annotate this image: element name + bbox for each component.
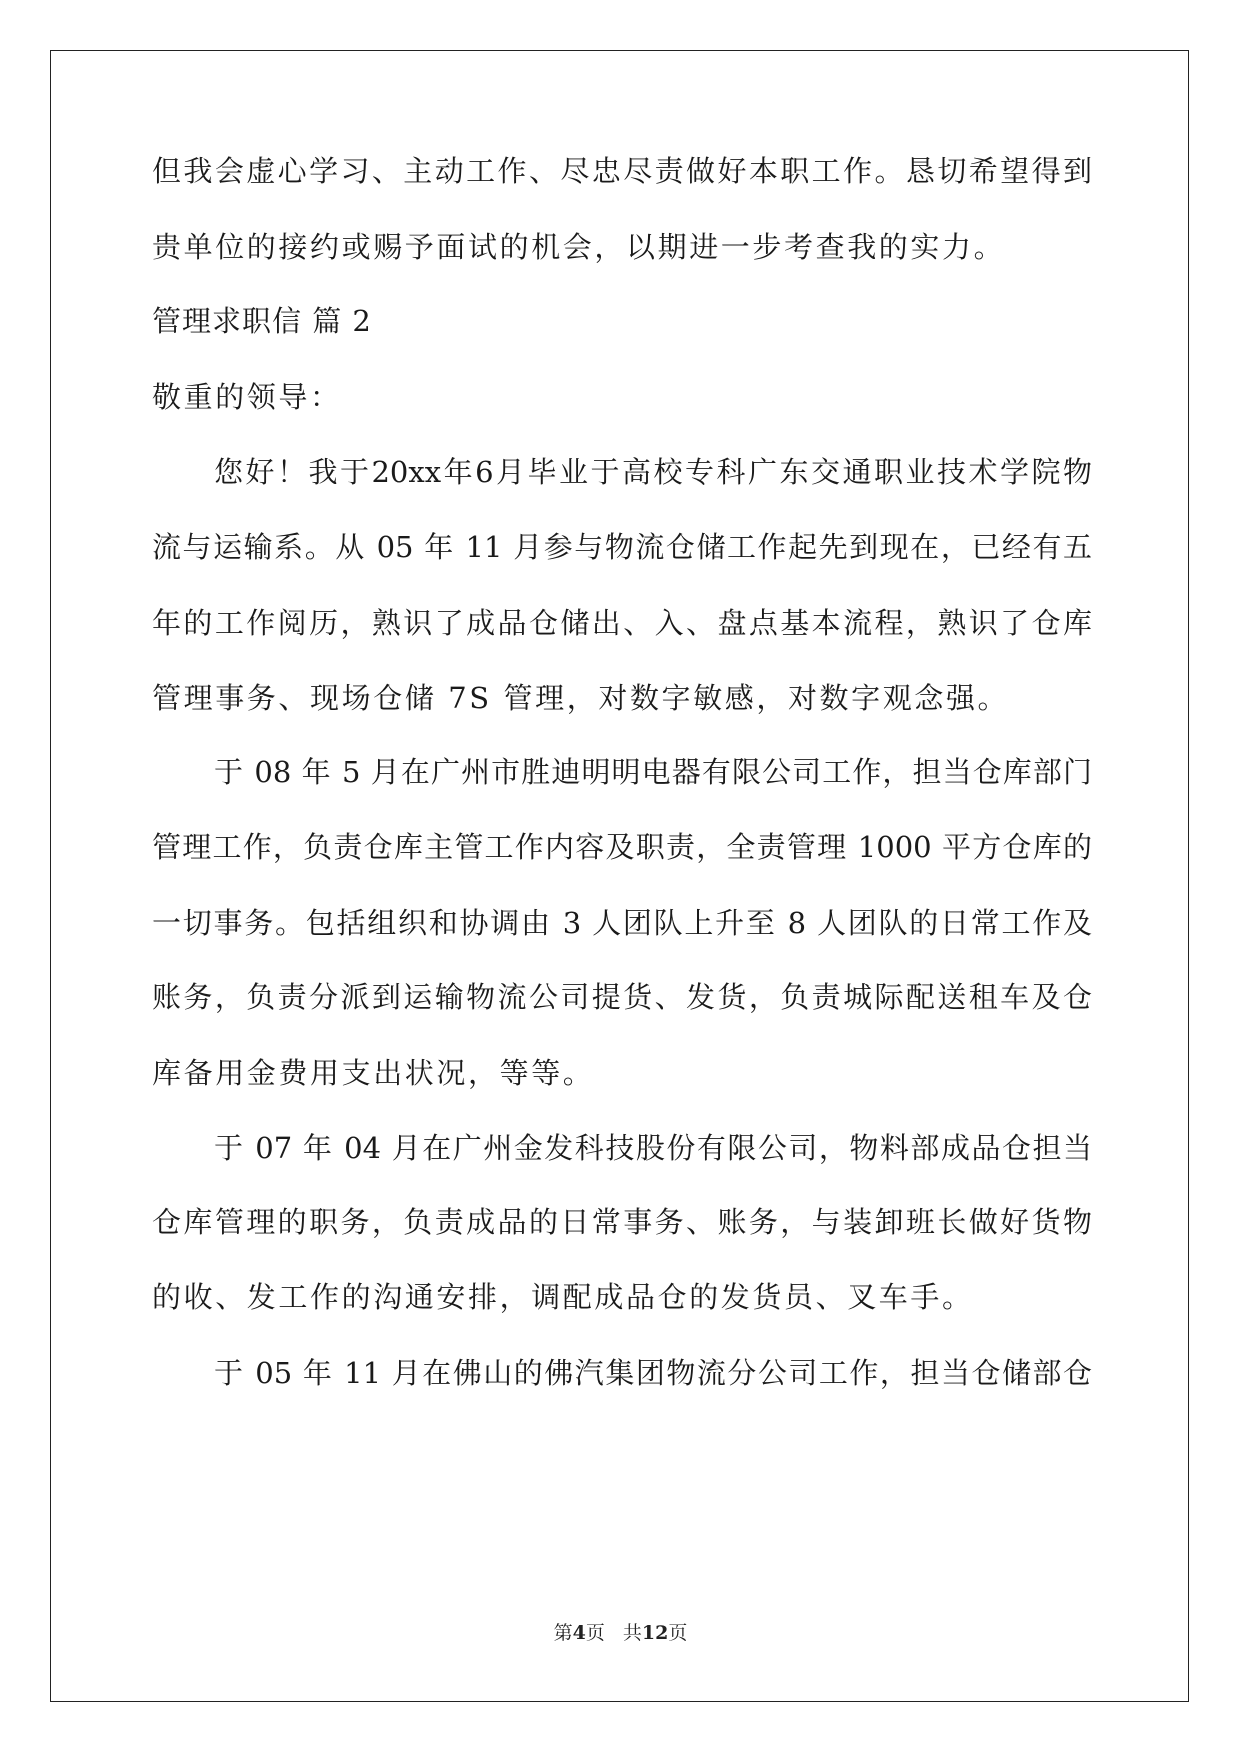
text-line: 仓库管理的职务，负责成品的日常事务、账务，与装卸班长做好货物	[152, 1205, 1092, 1239]
text-line: 流与运输系。从 05 年 11 月参与物流仓储工作起先到现在，已经有五	[152, 530, 1092, 564]
text-line: 但我会虚心学习、主动工作、尽忠尽责做好本职工作。恳切希望得到	[152, 154, 1092, 188]
text-line: 管理工作，负责仓库主管工作内容及职责，全责管理 1000 平方仓库的	[152, 830, 1092, 864]
text-line: 年的工作阅历，熟识了成品仓储出、入、盘点基本流程，熟识了仓库	[152, 606, 1092, 640]
footer-page-current: 4	[572, 1622, 586, 1644]
text-line: 您好！我于20xx年6月毕业于高校专科广东交通职业技术学院物	[214, 455, 1092, 489]
footer-page-total: 12	[641, 1622, 669, 1644]
footer-page-suffix: 页	[585, 1622, 605, 1644]
text-line: 账务，负责分派到运输物流公司提货、发货，负责城际配送租车及仓	[152, 980, 1092, 1014]
text-line: 于 07 年 04 月在广州金发科技股份有限公司，物料部成品仓担当	[214, 1131, 1092, 1165]
text-line: 贵单位的接约或赐予面试的机会，以期进一步考查我的实力。	[152, 230, 1006, 264]
text-line: 管理事务、现场仓储 7S 管理，对数字敏感，对数字观念强。	[152, 681, 1010, 715]
text-line: 于 08 年 5 月在广州市胜迪明明电器有限公司工作，担当仓库部门	[214, 755, 1092, 789]
salutation: 敬重的领导：	[152, 380, 342, 414]
footer-total-suffix: 页	[668, 1622, 688, 1644]
page-footer	[0, 1621, 1241, 1645]
footer-page-prefix: 第	[553, 1622, 573, 1644]
section-heading: 管理求职信 篇 2	[152, 304, 372, 338]
footer-total-prefix: 共	[622, 1622, 642, 1644]
text-line: 的收、发工作的沟通安排，调配成品仓的发货员、叉车手。	[152, 1280, 974, 1314]
text-line: 库备用金费用支出状况，等等。	[152, 1056, 595, 1090]
text-line: 于 05 年 11 月在佛山的佛汽集团物流分公司工作，担当仓储部仓	[214, 1356, 1092, 1390]
page-border	[50, 50, 1189, 1702]
text-line: 一切事务。包括组织和协调由 3 人团队上升至 8 人团队的日常工作及	[152, 906, 1092, 940]
